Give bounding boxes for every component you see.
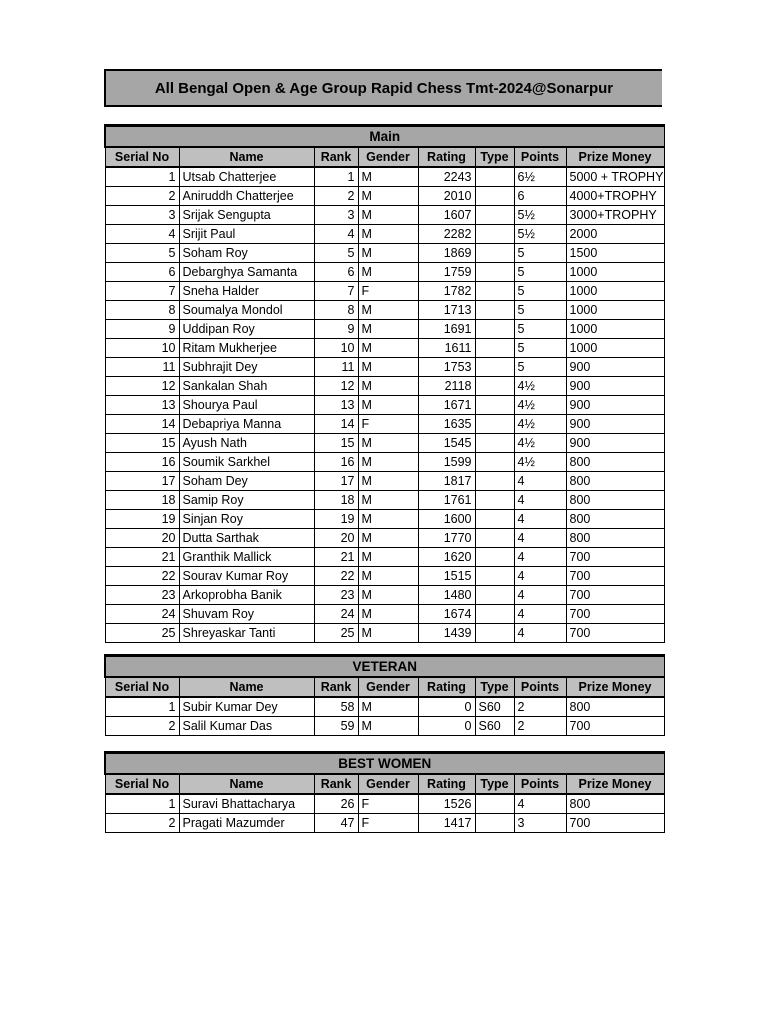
cell-prize-money: 800 xyxy=(566,491,664,510)
cell-prize-money: 700 xyxy=(566,717,664,736)
cell-prize-money: 1000 xyxy=(566,301,664,320)
cell-rating: 1515 xyxy=(418,567,475,586)
cell-name: Shourya Paul xyxy=(179,396,314,415)
cell-name: Sneha Halder xyxy=(179,282,314,301)
cell-serial-no: 24 xyxy=(105,605,179,624)
cell-prize-money: 900 xyxy=(566,434,664,453)
cell-gender: M xyxy=(358,339,418,358)
cell-points: 5 xyxy=(514,320,566,339)
cell-points: 5 xyxy=(514,301,566,320)
table-row xyxy=(105,396,664,415)
cell-gender: M xyxy=(358,567,418,586)
cell-name: Pragati Mazumder xyxy=(179,814,314,833)
table-row xyxy=(105,320,664,339)
cell-prize-money: 700 xyxy=(566,605,664,624)
cell-name: Sinjan Roy xyxy=(179,510,314,529)
column-header-rank: Rank xyxy=(314,774,358,794)
cell-rating: 1620 xyxy=(418,548,475,567)
cell-rating: 1753 xyxy=(418,358,475,377)
cell-type xyxy=(475,396,514,415)
table-row xyxy=(105,697,664,717)
cell-rank: 3 xyxy=(314,206,358,225)
column-header-points: Points xyxy=(514,774,566,794)
cell-type xyxy=(475,187,514,206)
cell-prize-money: 1000 xyxy=(566,263,664,282)
cell-type xyxy=(475,301,514,320)
table-row xyxy=(105,301,664,320)
cell-rank: 5 xyxy=(314,244,358,263)
cell-gender: M xyxy=(358,491,418,510)
veteran-results-table xyxy=(104,654,665,736)
cell-rank: 24 xyxy=(314,605,358,624)
table-row xyxy=(105,567,664,586)
cell-gender: M xyxy=(358,377,418,396)
table-row xyxy=(105,794,664,814)
column-header-name: Name xyxy=(179,147,314,167)
cell-rating: 1545 xyxy=(418,434,475,453)
cell-points: 4½ xyxy=(514,453,566,472)
cell-serial-no: 7 xyxy=(105,282,179,301)
cell-rank: 10 xyxy=(314,339,358,358)
column-header-rating: Rating xyxy=(418,774,475,794)
cell-points: 4½ xyxy=(514,415,566,434)
cell-points: 5½ xyxy=(514,206,566,225)
cell-gender: M xyxy=(358,529,418,548)
cell-prize-money: 800 xyxy=(566,472,664,491)
cell-type xyxy=(475,167,514,187)
cell-prize-money: 1000 xyxy=(566,282,664,301)
cell-name: Samip Roy xyxy=(179,491,314,510)
cell-points: 4 xyxy=(514,794,566,814)
column-header-rating: Rating xyxy=(418,677,475,697)
column-header-prize-money: Prize Money xyxy=(566,774,664,794)
cell-type xyxy=(475,624,514,643)
cell-name: Salil Kumar Das xyxy=(179,717,314,736)
cell-type xyxy=(475,794,514,814)
cell-prize-money: 700 xyxy=(566,624,664,643)
cell-serial-no: 18 xyxy=(105,491,179,510)
cell-serial-no: 21 xyxy=(105,548,179,567)
cell-prize-money: 900 xyxy=(566,396,664,415)
column-header-rank: Rank xyxy=(314,677,358,697)
cell-name: Uddipan Roy xyxy=(179,320,314,339)
section-heading: VETERAN xyxy=(105,656,664,678)
table-row xyxy=(105,415,664,434)
cell-rating: 1713 xyxy=(418,301,475,320)
cell-rank: 8 xyxy=(314,301,358,320)
best-women-results-table xyxy=(104,751,665,833)
cell-name: Soumik Sarkhel xyxy=(179,453,314,472)
column-header-type: Type xyxy=(475,774,514,794)
cell-serial-no: 16 xyxy=(105,453,179,472)
cell-rank: 4 xyxy=(314,225,358,244)
cell-gender: M xyxy=(358,453,418,472)
column-header-prize-money: Prize Money xyxy=(566,147,664,167)
column-header-gender: Gender xyxy=(358,677,418,697)
cell-rank: 22 xyxy=(314,567,358,586)
cell-prize-money: 800 xyxy=(566,697,664,717)
table-row xyxy=(105,453,664,472)
cell-name: Srijit Paul xyxy=(179,225,314,244)
cell-name: Shreyaskar Tanti xyxy=(179,624,314,643)
cell-serial-no: 20 xyxy=(105,529,179,548)
cell-gender: M xyxy=(358,225,418,244)
cell-rank: 20 xyxy=(314,529,358,548)
cell-rank: 26 xyxy=(314,794,358,814)
cell-rating: 2010 xyxy=(418,187,475,206)
cell-points: 4 xyxy=(514,567,566,586)
column-header-rating: Rating xyxy=(418,147,475,167)
cell-points: 4 xyxy=(514,529,566,548)
cell-rank: 16 xyxy=(314,453,358,472)
column-header-serial-no: Serial No xyxy=(105,147,179,167)
cell-points: 5 xyxy=(514,263,566,282)
cell-rating: 0 xyxy=(418,717,475,736)
cell-name: Subir Kumar Dey xyxy=(179,697,314,717)
cell-rating: 2243 xyxy=(418,167,475,187)
table-row xyxy=(105,263,664,282)
cell-gender: M xyxy=(358,167,418,187)
cell-serial-no: 6 xyxy=(105,263,179,282)
cell-type xyxy=(475,605,514,624)
cell-gender: F xyxy=(358,282,418,301)
cell-prize-money: 2000 xyxy=(566,225,664,244)
column-header-name: Name xyxy=(179,677,314,697)
cell-serial-no: 23 xyxy=(105,586,179,605)
cell-points: 4 xyxy=(514,548,566,567)
cell-gender: F xyxy=(358,814,418,833)
cell-serial-no: 5 xyxy=(105,244,179,263)
cell-gender: F xyxy=(358,415,418,434)
cell-points: 2 xyxy=(514,697,566,717)
cell-type xyxy=(475,415,514,434)
section-heading: BEST WOMEN xyxy=(105,753,664,775)
cell-points: 4 xyxy=(514,605,566,624)
cell-gender: M xyxy=(358,358,418,377)
cell-rank: 25 xyxy=(314,624,358,643)
cell-points: 4 xyxy=(514,586,566,605)
cell-rating: 0 xyxy=(418,697,475,717)
cell-name: Utsab Chatterjee xyxy=(179,167,314,187)
table-row xyxy=(105,244,664,263)
document-title: All Bengal Open & Age Group Rapid Chess Tmt-2024@Sonarpur xyxy=(104,69,662,107)
cell-name: Arkoprobha Banik xyxy=(179,586,314,605)
table-row xyxy=(105,529,664,548)
section-heading: Main xyxy=(105,126,664,148)
cell-type xyxy=(475,225,514,244)
cell-serial-no: 12 xyxy=(105,377,179,396)
column-header-points: Points xyxy=(514,147,566,167)
cell-points: 5 xyxy=(514,339,566,358)
cell-points: 6 xyxy=(514,187,566,206)
table-row xyxy=(105,814,664,833)
cell-rank: 9 xyxy=(314,320,358,339)
cell-serial-no: 10 xyxy=(105,339,179,358)
cell-prize-money: 800 xyxy=(566,510,664,529)
cell-gender: M xyxy=(358,263,418,282)
cell-rank: 6 xyxy=(314,263,358,282)
column-header-gender: Gender xyxy=(358,147,418,167)
cell-rating: 1607 xyxy=(418,206,475,225)
table-row xyxy=(105,358,664,377)
cell-prize-money: 700 xyxy=(566,814,664,833)
cell-type xyxy=(475,339,514,358)
cell-points: 2 xyxy=(514,717,566,736)
column-header-gender: Gender xyxy=(358,774,418,794)
cell-type xyxy=(475,472,514,491)
cell-serial-no: 1 xyxy=(105,794,179,814)
cell-points: 5 xyxy=(514,244,566,263)
cell-gender: M xyxy=(358,586,418,605)
cell-type xyxy=(475,453,514,472)
cell-rank: 18 xyxy=(314,491,358,510)
cell-rank: 23 xyxy=(314,586,358,605)
cell-rating: 2118 xyxy=(418,377,475,396)
cell-type xyxy=(475,282,514,301)
cell-rating: 1480 xyxy=(418,586,475,605)
cell-gender: M xyxy=(358,717,418,736)
cell-prize-money: 800 xyxy=(566,453,664,472)
cell-name: Srijak Sengupta xyxy=(179,206,314,225)
cell-rating: 1759 xyxy=(418,263,475,282)
cell-rating: 1417 xyxy=(418,814,475,833)
table-row xyxy=(105,206,664,225)
cell-serial-no: 2 xyxy=(105,187,179,206)
table-row xyxy=(105,624,664,643)
column-header-rank: Rank xyxy=(314,147,358,167)
cell-gender: M xyxy=(358,510,418,529)
cell-points: 4½ xyxy=(514,396,566,415)
cell-points: 4 xyxy=(514,510,566,529)
cell-prize-money: 4000+TROPHY xyxy=(566,187,664,206)
cell-rank: 58 xyxy=(314,697,358,717)
cell-gender: M xyxy=(358,301,418,320)
cell-name: Dutta Sarthak xyxy=(179,529,314,548)
cell-type xyxy=(475,434,514,453)
cell-rank: 11 xyxy=(314,358,358,377)
cell-rank: 21 xyxy=(314,548,358,567)
cell-points: 3 xyxy=(514,814,566,833)
cell-type xyxy=(475,529,514,548)
cell-rank: 15 xyxy=(314,434,358,453)
cell-serial-no: 13 xyxy=(105,396,179,415)
table-row xyxy=(105,510,664,529)
column-header-name: Name xyxy=(179,774,314,794)
cell-serial-no: 4 xyxy=(105,225,179,244)
cell-rating: 1600 xyxy=(418,510,475,529)
cell-gender: M xyxy=(358,548,418,567)
column-header-type: Type xyxy=(475,147,514,167)
cell-type xyxy=(475,567,514,586)
cell-rating: 1671 xyxy=(418,396,475,415)
cell-serial-no: 8 xyxy=(105,301,179,320)
cell-type xyxy=(475,244,514,263)
cell-gender: M xyxy=(358,605,418,624)
cell-rating: 1782 xyxy=(418,282,475,301)
cell-prize-money: 900 xyxy=(566,415,664,434)
table-row xyxy=(105,491,664,510)
cell-type xyxy=(475,548,514,567)
cell-name: Soumalya Mondol xyxy=(179,301,314,320)
cell-prize-money: 800 xyxy=(566,794,664,814)
cell-name: Debapriya Manna xyxy=(179,415,314,434)
cell-type xyxy=(475,263,514,282)
cell-prize-money: 900 xyxy=(566,377,664,396)
cell-gender: M xyxy=(358,624,418,643)
cell-rank: 14 xyxy=(314,415,358,434)
cell-type xyxy=(475,358,514,377)
column-header-serial-no: Serial No xyxy=(105,677,179,697)
cell-gender: F xyxy=(358,794,418,814)
cell-points: 5 xyxy=(514,358,566,377)
cell-serial-no: 3 xyxy=(105,206,179,225)
table-row xyxy=(105,605,664,624)
cell-name: Shuvam Roy xyxy=(179,605,314,624)
cell-rating: 1817 xyxy=(418,472,475,491)
cell-name: Suravi Bhattacharya xyxy=(179,794,314,814)
cell-name: Sourav Kumar Roy xyxy=(179,567,314,586)
cell-serial-no: 1 xyxy=(105,167,179,187)
cell-serial-no: 2 xyxy=(105,814,179,833)
cell-prize-money: 3000+TROPHY xyxy=(566,206,664,225)
cell-rating: 1611 xyxy=(418,339,475,358)
cell-type: S60 xyxy=(475,717,514,736)
column-header-points: Points xyxy=(514,677,566,697)
cell-points: 4 xyxy=(514,624,566,643)
cell-rating: 1526 xyxy=(418,794,475,814)
column-header-prize-money: Prize Money xyxy=(566,677,664,697)
cell-name: Ayush Nath xyxy=(179,434,314,453)
cell-rating: 1439 xyxy=(418,624,475,643)
cell-points: 4 xyxy=(514,491,566,510)
cell-gender: M xyxy=(358,320,418,339)
cell-rank: 7 xyxy=(314,282,358,301)
column-header-type: Type xyxy=(475,677,514,697)
cell-rank: 12 xyxy=(314,377,358,396)
cell-serial-no: 19 xyxy=(105,510,179,529)
cell-prize-money: 5000 + TROPHY xyxy=(566,167,664,187)
cell-name: Soham Roy xyxy=(179,244,314,263)
table-row xyxy=(105,586,664,605)
cell-gender: M xyxy=(358,206,418,225)
cell-points: 4½ xyxy=(514,434,566,453)
table-row xyxy=(105,282,664,301)
cell-prize-money: 700 xyxy=(566,586,664,605)
cell-points: 4½ xyxy=(514,377,566,396)
cell-rank: 1 xyxy=(314,167,358,187)
table-row xyxy=(105,548,664,567)
cell-points: 5 xyxy=(514,282,566,301)
cell-gender: M xyxy=(358,244,418,263)
cell-name: Subhrajit Dey xyxy=(179,358,314,377)
cell-gender: M xyxy=(358,187,418,206)
cell-points: 6½ xyxy=(514,167,566,187)
table-row xyxy=(105,377,664,396)
cell-prize-money: 1000 xyxy=(566,339,664,358)
cell-serial-no: 14 xyxy=(105,415,179,434)
cell-serial-no: 1 xyxy=(105,697,179,717)
cell-prize-money: 700 xyxy=(566,567,664,586)
cell-name: Aniruddh Chatterjee xyxy=(179,187,314,206)
cell-points: 4 xyxy=(514,472,566,491)
cell-type xyxy=(475,814,514,833)
column-header-serial-no: Serial No xyxy=(105,774,179,794)
cell-rating: 1674 xyxy=(418,605,475,624)
cell-gender: M xyxy=(358,697,418,717)
table-row xyxy=(105,472,664,491)
cell-serial-no: 2 xyxy=(105,717,179,736)
cell-type xyxy=(475,586,514,605)
cell-prize-money: 700 xyxy=(566,548,664,567)
table-row xyxy=(105,167,664,187)
cell-rating: 1691 xyxy=(418,320,475,339)
cell-points: 5½ xyxy=(514,225,566,244)
cell-rating: 1599 xyxy=(418,453,475,472)
cell-serial-no: 9 xyxy=(105,320,179,339)
cell-rank: 2 xyxy=(314,187,358,206)
cell-prize-money: 900 xyxy=(566,358,664,377)
cell-gender: M xyxy=(358,472,418,491)
cell-rank: 13 xyxy=(314,396,358,415)
table-row xyxy=(105,225,664,244)
cell-serial-no: 11 xyxy=(105,358,179,377)
table-row xyxy=(105,339,664,358)
table-row xyxy=(105,717,664,736)
table-row xyxy=(105,187,664,206)
cell-gender: M xyxy=(358,396,418,415)
cell-rank: 19 xyxy=(314,510,358,529)
cell-name: Soham Dey xyxy=(179,472,314,491)
cell-serial-no: 22 xyxy=(105,567,179,586)
cell-name: Debarghya Samanta xyxy=(179,263,314,282)
cell-type xyxy=(475,320,514,339)
cell-type xyxy=(475,491,514,510)
cell-serial-no: 25 xyxy=(105,624,179,643)
cell-rating: 1869 xyxy=(418,244,475,263)
cell-rating: 1635 xyxy=(418,415,475,434)
cell-name: Sankalan Shah xyxy=(179,377,314,396)
cell-gender: M xyxy=(358,434,418,453)
table-row xyxy=(105,434,664,453)
cell-type xyxy=(475,510,514,529)
cell-name: Granthik Mallick xyxy=(179,548,314,567)
cell-rating: 1761 xyxy=(418,491,475,510)
cell-rank: 17 xyxy=(314,472,358,491)
cell-rank: 47 xyxy=(314,814,358,833)
cell-rating: 2282 xyxy=(418,225,475,244)
main-results-table xyxy=(104,124,665,643)
cell-type: S60 xyxy=(475,697,514,717)
cell-serial-no: 15 xyxy=(105,434,179,453)
cell-serial-no: 17 xyxy=(105,472,179,491)
cell-type xyxy=(475,377,514,396)
cell-name: Ritam Mukherjee xyxy=(179,339,314,358)
cell-prize-money: 1000 xyxy=(566,320,664,339)
cell-prize-money: 800 xyxy=(566,529,664,548)
cell-rating: 1770 xyxy=(418,529,475,548)
cell-type xyxy=(475,206,514,225)
cell-prize-money: 1500 xyxy=(566,244,664,263)
cell-rank: 59 xyxy=(314,717,358,736)
